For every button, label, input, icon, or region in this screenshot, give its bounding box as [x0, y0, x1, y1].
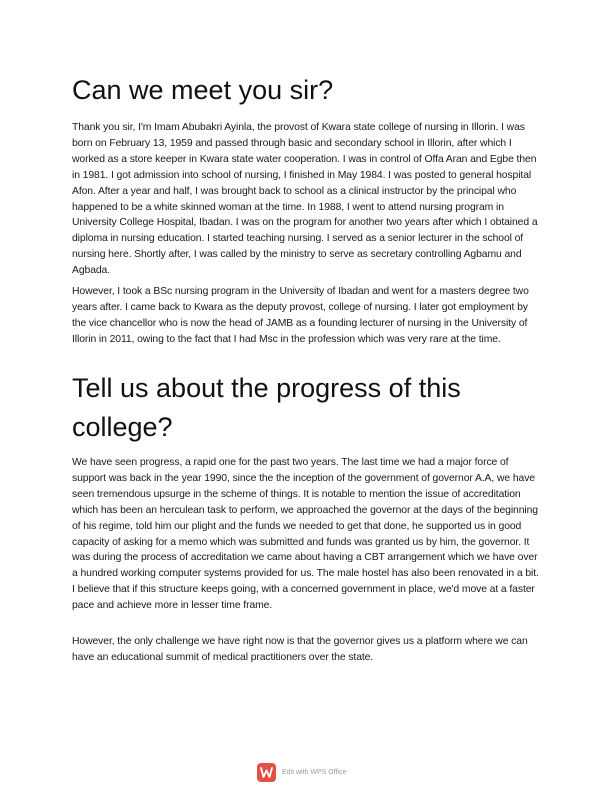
heading-college-progress: Tell us about the progress of this college?	[72, 373, 461, 442]
wps-footer-label[interactable]: Edit with WPS Office	[282, 768, 347, 776]
paragraph-progress: We have seen progress, a rapid one for the past two years. The last time we had a major force of support was back in the year 1990, since the the inception of the government of governor A.A, we have seen tremendous upsurge in the scheme of things. It is notable to mention the issue of accreditation which has been an herculean task to perform, we approached the governor at the days of the beginning of his regime, told him our plight and the funds we needed to get that done, he supported us in good capacity of asking for a memo which was submitted and funds was granted us by him, the governor. It was during the process of accreditation we came about having a CBT arrangement which we have over a hundred working computer systems provided for us. The male hostel has also been renovated in a bit. I believe that if this structure keeps going, with a concerned government in place, we'd move at a faster pace and achieve more in lesser time frame.	[72, 457, 539, 612]
heading-meet-you: Can we meet you sir?	[72, 75, 334, 105]
wps-footer[interactable]	[257, 762, 346, 782]
paragraph-education-career: However, I took a BSc nursing program in the University of Ibadan and went for a masters degree two years after. I came back to Kwara as the deputy provost, college of nursing. I later got employment by the vice chancellor who is now the head of JAMB as a founding lecturer of nursing in the University of Illorin in 2011, owing to the fact that I had Msc in the profession which was very rare at the time.	[72, 286, 529, 345]
paragraph-challenge: However, the only challenge we have right now is that the governor gives us a platform where we can have an educational summit of medical practitioners over the state.	[72, 636, 528, 663]
wps-office-logo-icon	[257, 763, 276, 782]
paragraph-introduction: Thank you sir, I'm Imam Abubakri Ayinla, the provost of Kwara state college of nursing in Illorin. I was born on February 13, 1959 and passed through basic and secondary school in Illorin, after which I worked as a store keeper in Kwara state water cooperation. I was in control of Offa Aran and Egbe then in 1981. I got admission into school of nursing, I finished in May 1984. I was posted to general hospital Afon. After a year and half, I was brought back to school as a clinical instructor by the principal who happened to be a white skinned woman at the time. In 1988, I went to attend nursing program in University College Hospital, Ibadan. I was on the program for another two years after which I obtained a diploma in nursing education. I started teaching nursing. I served as a senior lecturer in the school of nursing here. Shortly after, I was called by the ministry to serve as secretary controlling Agbamu and Agbada.	[72, 122, 538, 277]
